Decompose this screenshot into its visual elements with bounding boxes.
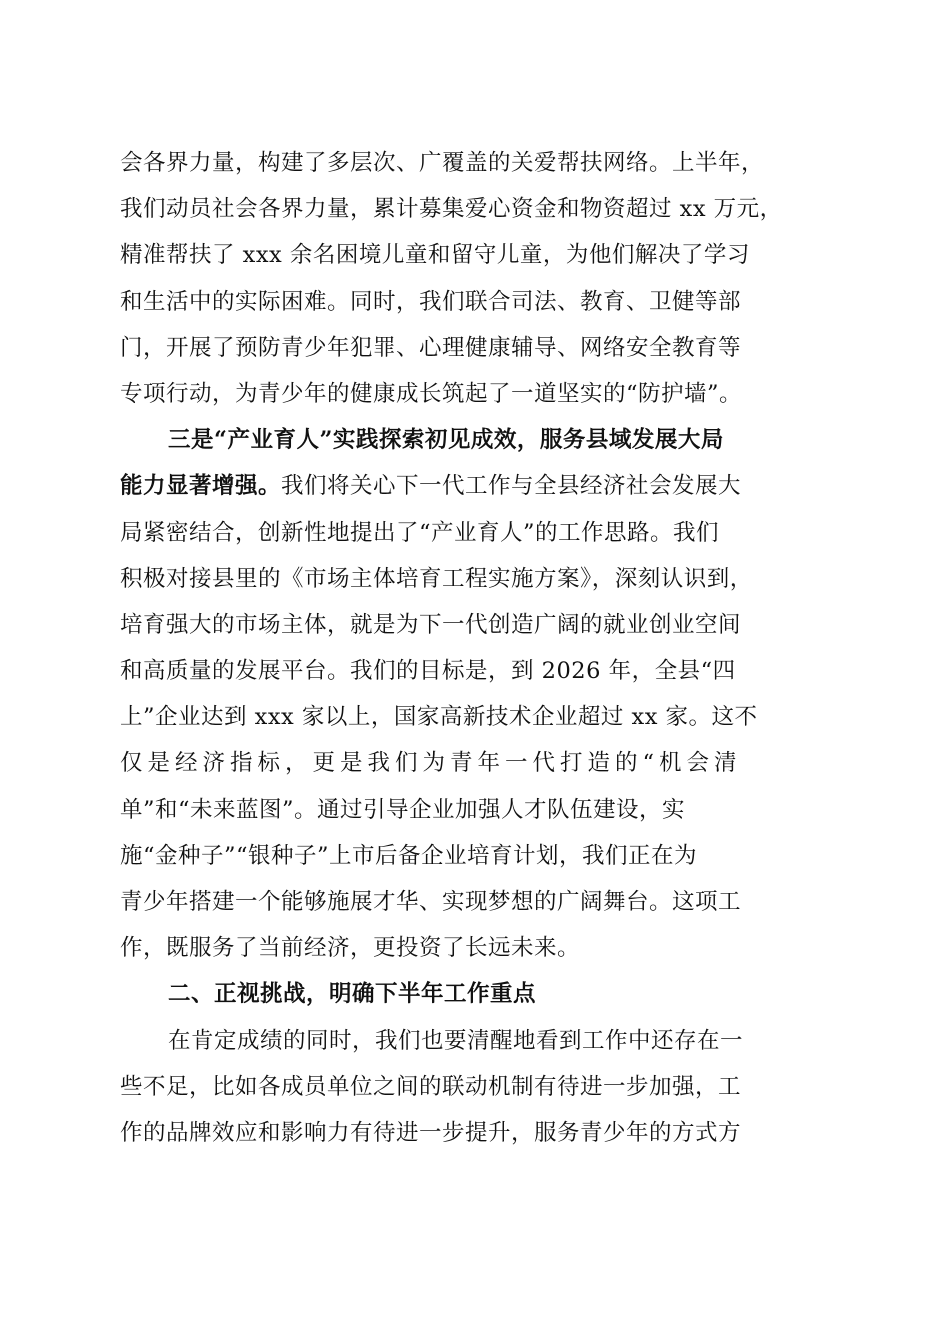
text-segment: 专项行动，为青少年的健康成长筑起了一道坚实的“防护墙”。: [120, 380, 743, 407]
text-line: [120, 232, 835, 278]
text-segment: 在肯定成绩的同时，我们也要清醒地看到工作中还存在一: [168, 1027, 744, 1054]
text-line: [120, 833, 835, 879]
text-segment: 我们将关心下一代工作与全县经济社会发展大: [281, 473, 742, 500]
subsection-title-continued: 能力显著增强。: [120, 473, 282, 500]
subsection-title: 三是“产业育人”实践探索初见成效，服务县域发展大局: [168, 427, 724, 454]
section-heading: 二、正视挑战，明确下半年工作重点: [168, 981, 537, 1008]
text-line: [120, 1064, 835, 1110]
text-segment: 和高质量的发展平台。我们的目标是，到 2026 年，全县“四: [120, 658, 736, 685]
text-segment: 青少年搭建一个能够施展才华、实现梦想的广阔舞台。这项工: [120, 889, 742, 915]
text-line: [120, 648, 835, 694]
text-segment: 仅是经济指标，更是我们为青年一代打造的“机会清: [120, 750, 742, 777]
text-segment: 些不足，比如各成员单位之间的联动机制有待进一步加强，工: [120, 1073, 742, 1100]
text-line: [120, 787, 835, 833]
text-line: [120, 602, 835, 648]
text-segment: 培育强大的市场主体，就是为下一代创造广阔的就业创业空间: [120, 611, 742, 638]
section-heading-line: [120, 971, 835, 1017]
text-line: [120, 371, 835, 417]
text-segment: 上”企业达到 xxx 家以上，国家高新技术企业超过 xx 家。这不: [120, 704, 758, 731]
text-line: [120, 740, 835, 786]
text-line: [120, 556, 835, 602]
text-line: [120, 140, 835, 186]
text-line: [120, 925, 835, 971]
text-line: [120, 510, 835, 556]
text-segment: 会各界力量，构建了多层次、广覆盖的关爱帮扶网络。上半年，: [120, 150, 765, 176]
text-line: [120, 1110, 835, 1156]
text-segment: 精准帮扶了 xxx 余名困境儿童和留守儿童，为他们解决了学习: [120, 242, 750, 269]
text-segment: 作的品牌效应和影响力有待进一步提升，服务青少年的方式方: [120, 1119, 742, 1146]
text-line: [120, 1018, 835, 1064]
text-line: [120, 279, 835, 325]
text-segment: 单”和“未来蓝图”。通过引导企业加强人才队伍建设，实: [120, 796, 686, 823]
document-body: [120, 140, 835, 1156]
text-segment: 局紧密结合，创新性地提出了“产业育人”的工作思路。我们: [120, 519, 720, 546]
text-segment: 施“金种子”“银种子”上市后备企业培育计划，我们正在为: [120, 842, 698, 869]
text-line: [120, 694, 835, 740]
text-line: [120, 325, 835, 371]
text-segment: 和生活中的实际困难。同时，我们联合司法、教育、卫健等部: [120, 288, 742, 315]
text-line: [120, 463, 835, 509]
text-line: [120, 879, 835, 925]
text-segment: 门，开展了预防青少年犯罪、心理健康辅导、网络安全教育等: [120, 334, 742, 361]
subsection-title-line: [120, 417, 835, 463]
text-segment: 积极对接县里的《市场主体培育工程实施方案》，深刻认识到，: [120, 565, 753, 592]
text-line: [120, 186, 835, 232]
text-segment: 我们动员社会各界力量，累计募集爱心资金和物资超过 xx 万元，: [120, 196, 783, 223]
text-segment: 作，既服务了当前经济，更投资了长远未来。: [120, 935, 581, 962]
